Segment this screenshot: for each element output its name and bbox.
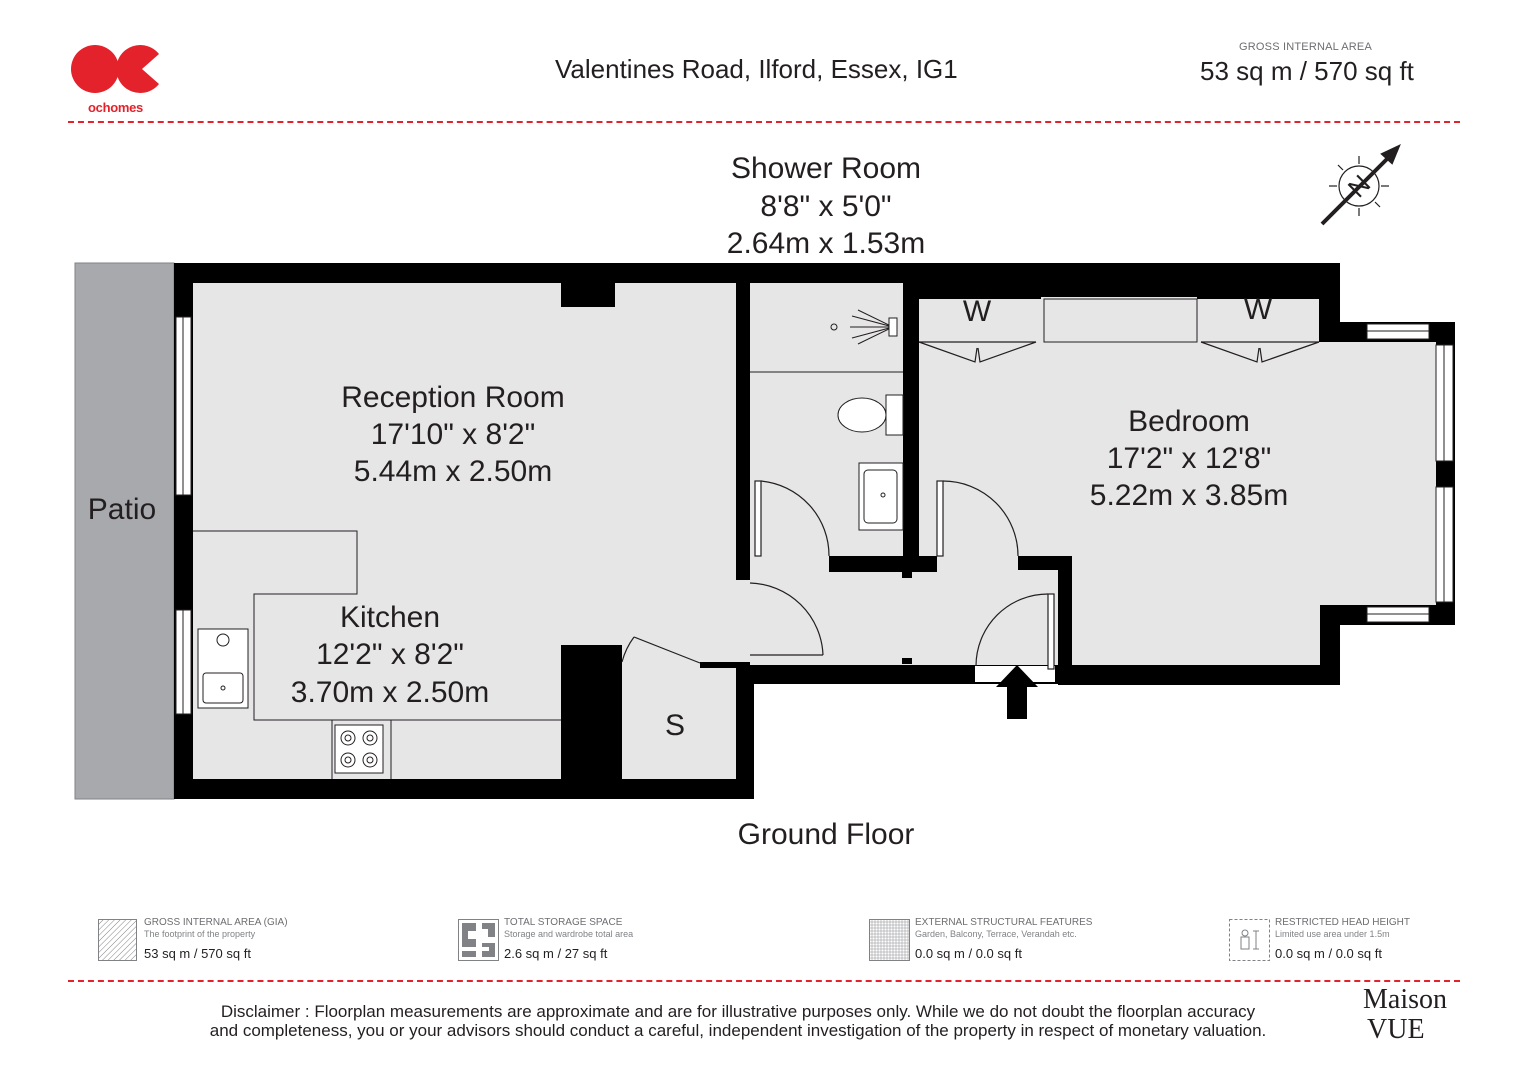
brand-line-1: Maison — [1363, 984, 1447, 1015]
legend-gia-value: 53 sq m / 570 sq ft — [144, 946, 251, 961]
logo-mark — [70, 44, 166, 94]
logo — [70, 44, 166, 116]
legend-storage — [458, 917, 758, 963]
legend-head-height-value: 0.0 sq m / 0.0 sq ft — [1275, 946, 1382, 961]
legend-external — [869, 917, 1189, 963]
kitchen-imperial: 12'2" x 8'2" — [316, 638, 464, 671]
legend-storage-title: TOTAL STORAGE SPACE — [504, 917, 623, 928]
logo-text: ochomes — [88, 100, 143, 115]
legend-storage-subtitle: Storage and wardrobe total area — [504, 929, 634, 939]
patio-area — [75, 263, 174, 799]
shower-room-metric: 2.64m x 1.53m — [726, 227, 926, 260]
wardrobe-label-right: W — [1243, 293, 1273, 326]
brand-line-2: VUE — [1367, 1014, 1425, 1045]
legend-storage-value: 2.6 sq m / 27 sq ft — [504, 946, 608, 961]
legend-head-height — [1229, 917, 1489, 963]
hatch-icon — [98, 919, 138, 962]
gia-value: 53 sq m / 570 sq ft — [1200, 56, 1414, 86]
storage-label: S — [664, 709, 686, 742]
grid-icon — [869, 919, 911, 962]
legend-external-subtitle: Garden, Balcony, Terrace, Verandah etc. — [915, 929, 1077, 939]
legend-head-height-title: RESTRICTED HEAD HEIGHT — [1275, 917, 1411, 928]
footer-divider — [68, 980, 1460, 982]
header-divider — [68, 121, 1460, 123]
reception-room-name: Reception Room — [341, 381, 565, 414]
reception-room-metric: 5.44m x 2.50m — [353, 455, 553, 488]
property-address: Valentines Road, Ilford, Essex, IG1 — [555, 54, 958, 84]
storage-icon — [458, 919, 500, 962]
gia-label: GROSS INTERNAL AREA — [1239, 41, 1372, 53]
legend-external-value: 0.0 sq m / 0.0 sq ft — [915, 946, 1022, 961]
legend-external-title: EXTERNAL STRUCTURAL FEATURES — [915, 917, 1093, 928]
brand-logo — [1363, 985, 1447, 1045]
wardrobe-label-left: W — [962, 295, 992, 328]
bedroom-imperial: 17'2" x 12'8" — [1106, 442, 1272, 475]
legend-head-height-subtitle: Limited use area under 1.5m — [1275, 929, 1390, 939]
legend-gia — [98, 917, 398, 963]
floorplan — [0, 130, 1529, 880]
kitchen-name: Kitchen — [339, 601, 441, 634]
compass-label: N — [1341, 168, 1377, 204]
bedroom-name: Bedroom — [1128, 405, 1250, 438]
disclaimer-line-2: and completeness, you or your advisors should conduct a careful, independent investigation of the property in respect of monetary valuation. — [209, 1021, 1267, 1040]
floor-label: Ground Floor — [737, 818, 915, 851]
shower-room-imperial: 8'8" x 5'0" — [760, 190, 892, 223]
legend-gia-title: GROSS INTERNAL AREA (GIA) — [144, 917, 288, 928]
patio-label: Patio — [87, 493, 157, 526]
reception-room-imperial: 17'10" x 8'2" — [370, 418, 536, 451]
person-icon — [1229, 919, 1271, 962]
disclaimer-line-1: Disclaimer : Floorplan measurements are approximate and are for illustrative purposes only. While we do not doubt the floorplan accuracy — [220, 1002, 1256, 1021]
shower-room-name: Shower Room — [730, 152, 922, 185]
kitchen-metric: 3.70m x 2.50m — [290, 676, 490, 709]
legend-gia-subtitle: The footprint of the property — [144, 929, 256, 939]
disclaimer — [110, 1002, 1366, 1040]
bedroom-metric: 5.22m x 3.85m — [1089, 479, 1289, 512]
